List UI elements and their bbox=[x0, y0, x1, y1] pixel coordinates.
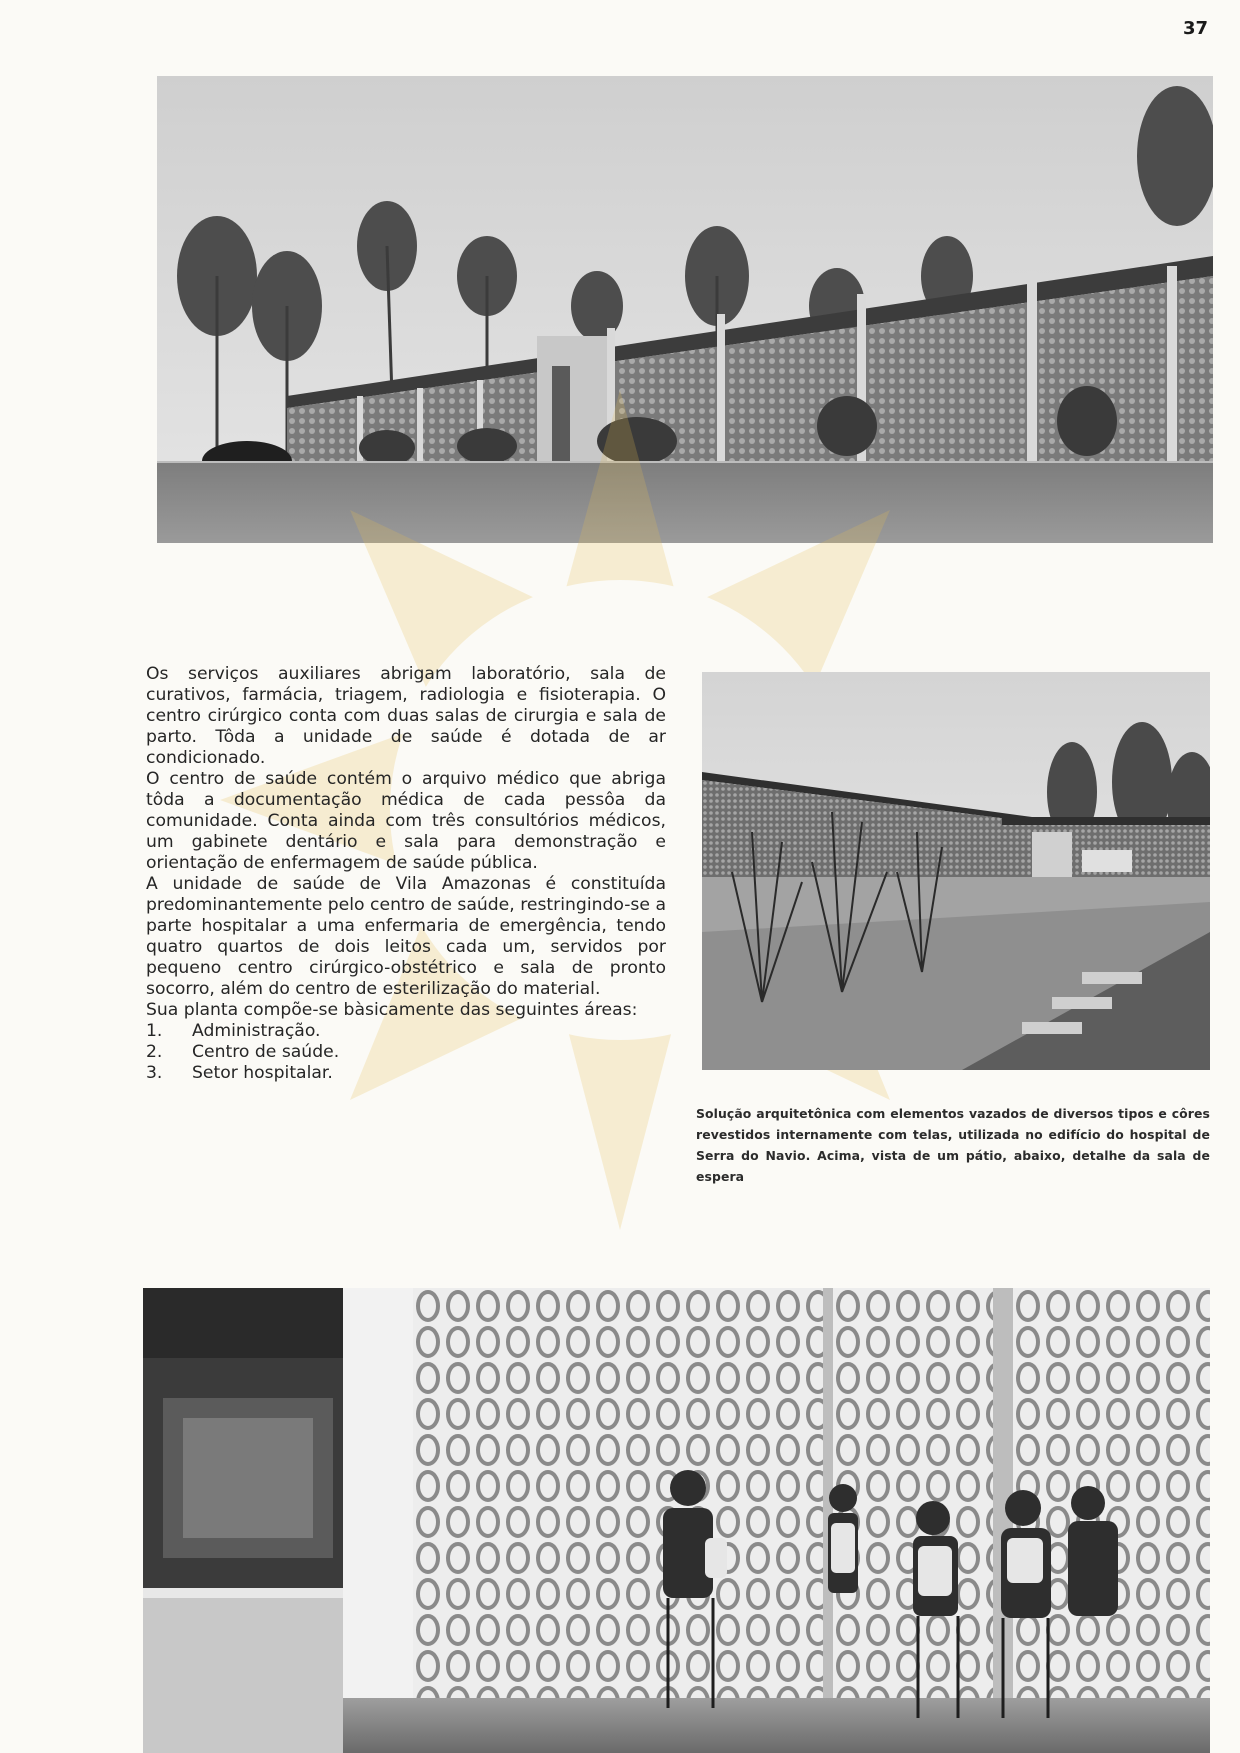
photo-hospital-exterior bbox=[157, 76, 1213, 543]
areas-list bbox=[146, 1021, 666, 1084]
article-paragraph: A unidade de saúde de Vila Amazonas é constituída predominantemente pelo centro de saúde, restringindo-se a parte hospitalar a uma enfermaria de emergência, tendo quatro quartos de dois leitos cada um, servidos por pequeno centro cirúrgico-obstétrico e sala de pronto socorro, além do centro de esterilização do material. bbox=[146, 874, 666, 999]
article-paragraph: Os serviços auxiliares abrigam laboratório, sala de curativos, farmácia, triagem, radiologia e fisioterapia. O centro cirúrgico conta com duas salas de cirurgia e sala de parto. Tôda a unidade de saúde é dotada de ar condicionado. bbox=[146, 664, 666, 768]
list-item-number: 2. bbox=[146, 1042, 163, 1062]
list-item-label: Administração. bbox=[192, 1021, 321, 1041]
article-body bbox=[146, 664, 666, 1084]
photo-courtyard bbox=[702, 672, 1210, 1070]
list-item-label: Centro de saúde. bbox=[192, 1042, 340, 1062]
article-paragraph: Sua planta compõe-se bàsicamente das seguintes áreas: bbox=[146, 1000, 638, 1020]
list-item-label: Setor hospitalar. bbox=[192, 1063, 333, 1083]
page-number: 37 bbox=[1182, 18, 1208, 39]
list-item bbox=[146, 1063, 666, 1084]
list-item-number: 3. bbox=[146, 1063, 163, 1083]
list-item bbox=[146, 1042, 666, 1063]
photo-waiting-room bbox=[143, 1288, 1210, 1753]
photo-caption: Solução arquitetônica com elementos vazados de diversos tipos e côres revestidos internamente com telas, utilizada no edifício do hospital de Serra do Navio. Acima, vista de um pátio, abaixo, detalhe da sala de espera bbox=[696, 1106, 1210, 1184]
list-item-number: 1. bbox=[146, 1021, 163, 1041]
list-item bbox=[146, 1021, 666, 1042]
article-paragraph: O centro de saúde contém o arquivo médico que abriga tôda a documentação médica de cada pessôa da comunidade. Conta ainda com três consultórios médicos, um gabinete dentário e sala para demonstração e orientação de enfermagem de saúde pública. bbox=[146, 769, 666, 873]
